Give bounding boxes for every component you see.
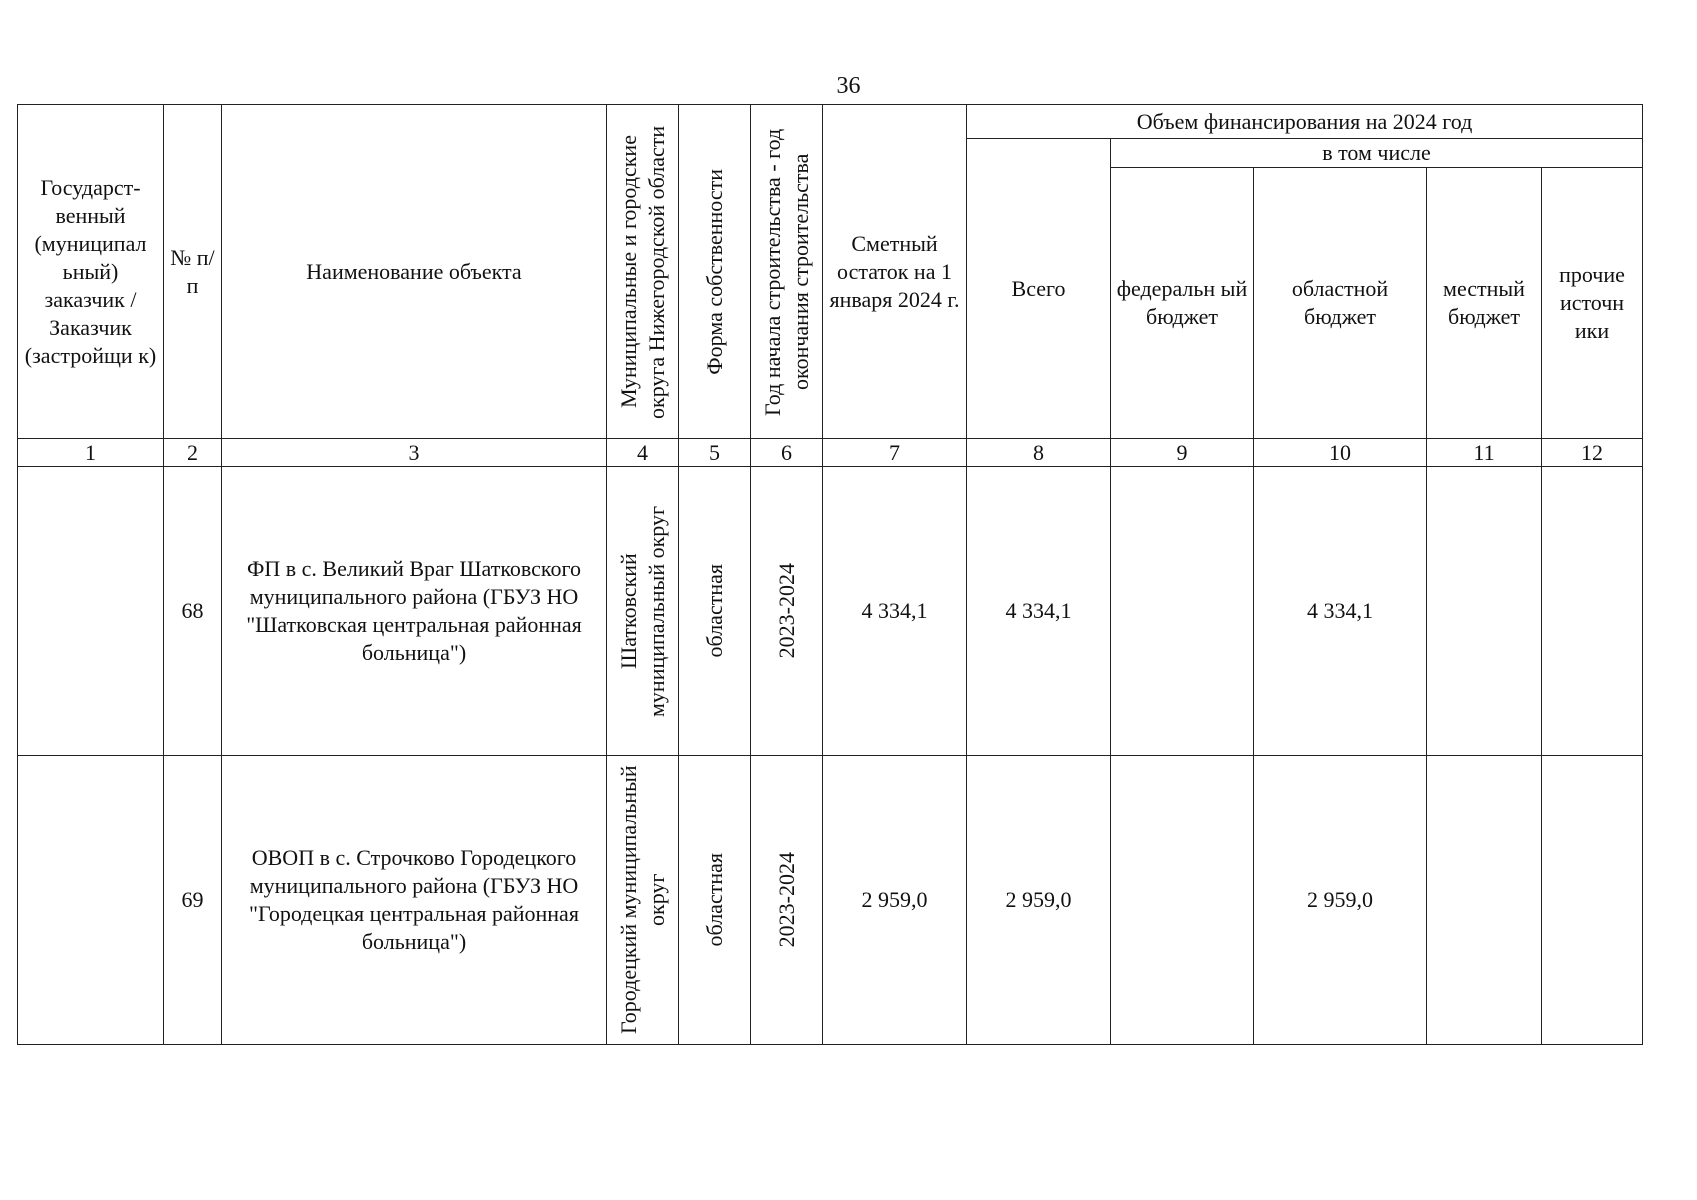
table-row xyxy=(18,756,1643,1045)
page-number: 36 xyxy=(836,73,861,99)
column-number: 10 xyxy=(1254,439,1427,467)
cell-municipality-text: Городецкий муниципальный округ xyxy=(615,765,669,1035)
cell-object-name: ФП в с. Великий Враг Шатковского муниципального района (ГБУЗ НО "Шатковская центральная районная больница") xyxy=(222,467,607,756)
cell-estimate: 2 959,0 xyxy=(823,756,967,1045)
cell-object-name: ОВОП в с. Строчково Городецкого муниципального района (ГБУЗ НО "Городецкая центральная районная больница") xyxy=(222,756,607,1045)
header-federal xyxy=(1111,168,1254,439)
cell-other xyxy=(1542,756,1643,1045)
header-federal-label: федеральн ый бюджет xyxy=(1116,276,1248,329)
header-years-label: Год начала строительства - год окончания строительства xyxy=(759,127,813,416)
cell-federal xyxy=(1111,756,1254,1045)
header-number xyxy=(164,105,222,439)
header-total xyxy=(967,139,1111,439)
header-funding-label: Объем финансирования на 2024 год xyxy=(1136,108,1473,134)
column-number: 5 xyxy=(679,439,751,467)
financing-table xyxy=(17,104,1643,1045)
cell-municipality xyxy=(607,756,679,1045)
header-municipality-label: Муниципальные и городские округа Нижегородской области xyxy=(615,124,669,419)
header-customer xyxy=(18,105,164,439)
cell-total: 4 334,1 xyxy=(967,467,1111,756)
cell-number: 68 xyxy=(164,467,222,756)
cell-years-text: 2023-2024 xyxy=(773,852,799,948)
cell-ownership-text: областная xyxy=(701,853,727,947)
header-total-label: Всего xyxy=(1011,275,1066,301)
header-other-label: прочие источн ики xyxy=(1559,262,1625,343)
header-funding xyxy=(967,105,1643,139)
cell-number: 69 xyxy=(164,756,222,1045)
column-number: 8 xyxy=(967,439,1111,467)
column-number: 11 xyxy=(1427,439,1542,467)
column-number: 1 xyxy=(18,439,164,467)
header-ownership-label: Форма собственности xyxy=(701,168,727,375)
header-object-name xyxy=(222,105,607,439)
cell-municipality-text: Шатковский муниципальный округ xyxy=(615,505,669,717)
column-number: 7 xyxy=(823,439,967,467)
header-including-label: в том числе xyxy=(1322,140,1431,165)
header-object-name-label: Наименование объекта xyxy=(306,258,522,284)
cell-municipality xyxy=(607,467,679,756)
cell-local xyxy=(1427,467,1542,756)
header-row-1 xyxy=(18,105,1643,139)
cell-years-text: 2023-2024 xyxy=(773,563,799,659)
cell-regional: 4 334,1 xyxy=(1254,467,1427,756)
header-municipality xyxy=(607,105,679,439)
column-number: 3 xyxy=(222,439,607,467)
column-number: 4 xyxy=(607,439,679,467)
cell-customer xyxy=(18,756,164,1045)
header-regional-label: областной бюджет xyxy=(1291,276,1389,329)
cell-local xyxy=(1427,756,1542,1045)
column-number: 12 xyxy=(1542,439,1643,467)
cell-regional: 2 959,0 xyxy=(1254,756,1427,1045)
header-local xyxy=(1427,168,1542,439)
cell-ownership xyxy=(679,467,751,756)
header-number-label: № п/п xyxy=(170,244,215,298)
cell-estimate: 4 334,1 xyxy=(823,467,967,756)
cell-years xyxy=(751,756,823,1045)
cell-years xyxy=(751,467,823,756)
cell-customer xyxy=(18,467,164,756)
cell-ownership xyxy=(679,756,751,1045)
cell-federal xyxy=(1111,467,1254,756)
header-estimate xyxy=(823,105,967,439)
column-number-row xyxy=(18,439,1643,467)
cell-other xyxy=(1542,467,1643,756)
cell-ownership-text: областная xyxy=(701,564,727,658)
column-number: 2 xyxy=(164,439,222,467)
column-number: 6 xyxy=(751,439,823,467)
cell-total: 2 959,0 xyxy=(967,756,1111,1045)
header-including xyxy=(1111,139,1643,168)
table-row xyxy=(18,467,1643,756)
header-years xyxy=(751,105,823,439)
header-customer-label: Государст-венный (муниципал ьный) заказчик / Заказчик (застройщи к) xyxy=(24,174,157,368)
header-local-label: местный бюджет xyxy=(1443,276,1525,329)
header-estimate-label: Сметный остаток на 1 января 2024 г. xyxy=(829,230,960,312)
column-number: 9 xyxy=(1111,439,1254,467)
header-ownership xyxy=(679,105,751,439)
header-regional xyxy=(1254,168,1427,439)
header-other xyxy=(1542,168,1643,439)
